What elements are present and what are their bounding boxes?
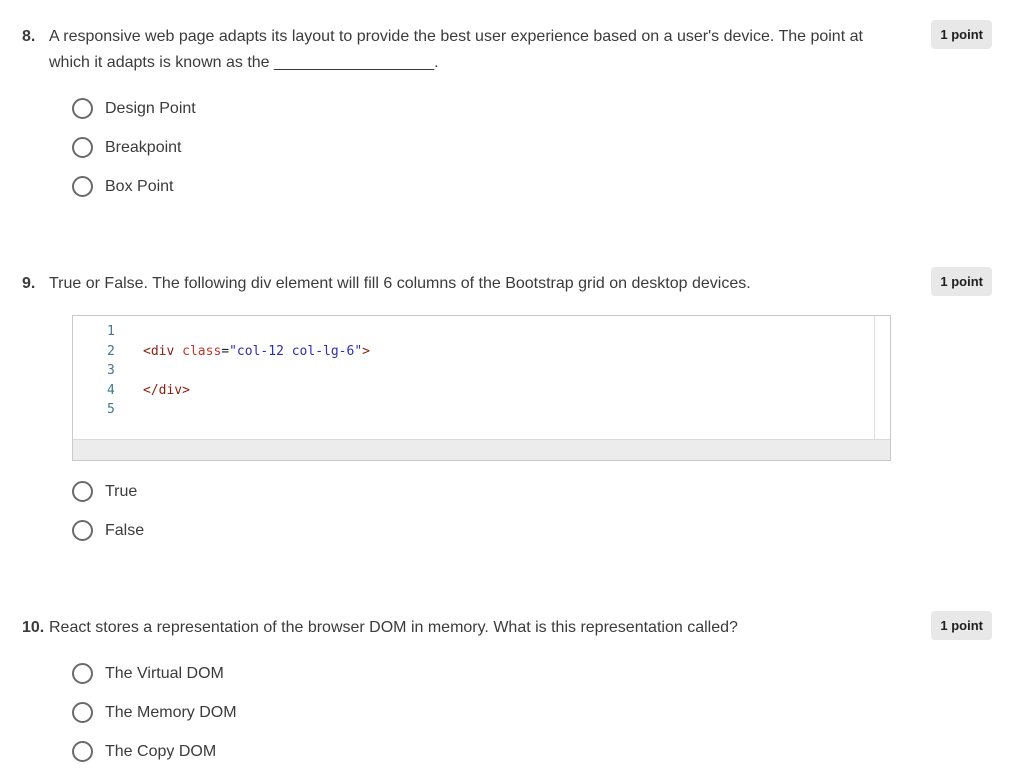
horizontal-scrollbar[interactable] <box>73 439 890 460</box>
option-box-point[interactable] <box>72 176 904 197</box>
question-text: React stores a representation of the browser DOM in memory. What is this representation called? <box>49 619 738 636</box>
option-design-point[interactable] <box>72 98 904 119</box>
radio-button-icon[interactable] <box>72 137 93 158</box>
radio-button-icon[interactable] <box>72 741 93 762</box>
vertical-scrollbar[interactable] <box>874 316 890 440</box>
option-virtual-dom[interactable] <box>72 663 904 684</box>
line-number: 5 <box>107 402 115 417</box>
option-false[interactable] <box>72 520 904 541</box>
option-label[interactable]: Breakpoint <box>105 139 182 156</box>
question-number: 9. <box>22 275 36 292</box>
options-list <box>72 98 904 197</box>
option-label[interactable]: True <box>105 483 138 500</box>
code-token-tag: <div <box>143 343 183 359</box>
code-line <box>73 361 890 381</box>
code-line <box>73 400 890 420</box>
option-label[interactable]: False <box>105 522 145 539</box>
question-number: 8. <box>22 28 36 45</box>
radio-button-icon[interactable] <box>72 520 93 541</box>
option-label[interactable]: The Virtual DOM <box>105 665 224 682</box>
code-line <box>73 381 890 401</box>
code-token-tag: </div> <box>143 382 190 398</box>
option-label[interactable]: The Copy DOM <box>105 743 217 760</box>
code-token-attribute: class <box>182 343 222 359</box>
radio-button-icon[interactable] <box>72 98 93 119</box>
option-memory-dom[interactable] <box>72 702 904 723</box>
quiz-page <box>0 24 1024 775</box>
code-token-equals: = <box>221 343 230 359</box>
option-label[interactable]: Design Point <box>105 100 196 117</box>
question-9 <box>0 271 1024 541</box>
question-text: A responsive web page adapts its layout to provide the best user experience based on a user's device. The point at which it adapts is known as the __________________. <box>49 28 863 71</box>
options-list <box>72 663 904 762</box>
points-badge: 1 point <box>931 611 992 640</box>
options-list <box>72 481 904 541</box>
radio-button-icon[interactable] <box>72 481 93 502</box>
code-token-string: "col-12 col-lg-6" <box>229 343 363 359</box>
question-8 <box>0 24 1024 197</box>
line-number: 3 <box>107 363 115 378</box>
line-number: 2 <box>107 343 115 359</box>
option-label[interactable]: Box Point <box>105 178 174 195</box>
radio-button-icon[interactable] <box>72 702 93 723</box>
code-line <box>73 342 890 362</box>
option-copy-dom[interactable] <box>72 741 904 762</box>
code-content <box>73 316 890 420</box>
radio-button-icon[interactable] <box>72 663 93 684</box>
points-badge: 1 point <box>931 20 992 49</box>
question-text: True or False. The following div element will fill 6 columns of the Bootstrap grid on desktop devices. <box>49 275 751 292</box>
line-number: 1 <box>107 324 115 339</box>
code-editor <box>72 315 891 461</box>
points-badge: 1 point <box>931 267 992 296</box>
code-line <box>73 322 890 342</box>
option-breakpoint[interactable] <box>72 137 904 158</box>
option-true[interactable] <box>72 481 904 502</box>
question-number: 10. <box>22 619 45 636</box>
line-number: 4 <box>107 382 115 398</box>
radio-button-icon[interactable] <box>72 176 93 197</box>
code-token-tag: > <box>362 343 370 359</box>
option-label[interactable]: The Memory DOM <box>105 704 237 721</box>
question-10 <box>0 615 1024 762</box>
